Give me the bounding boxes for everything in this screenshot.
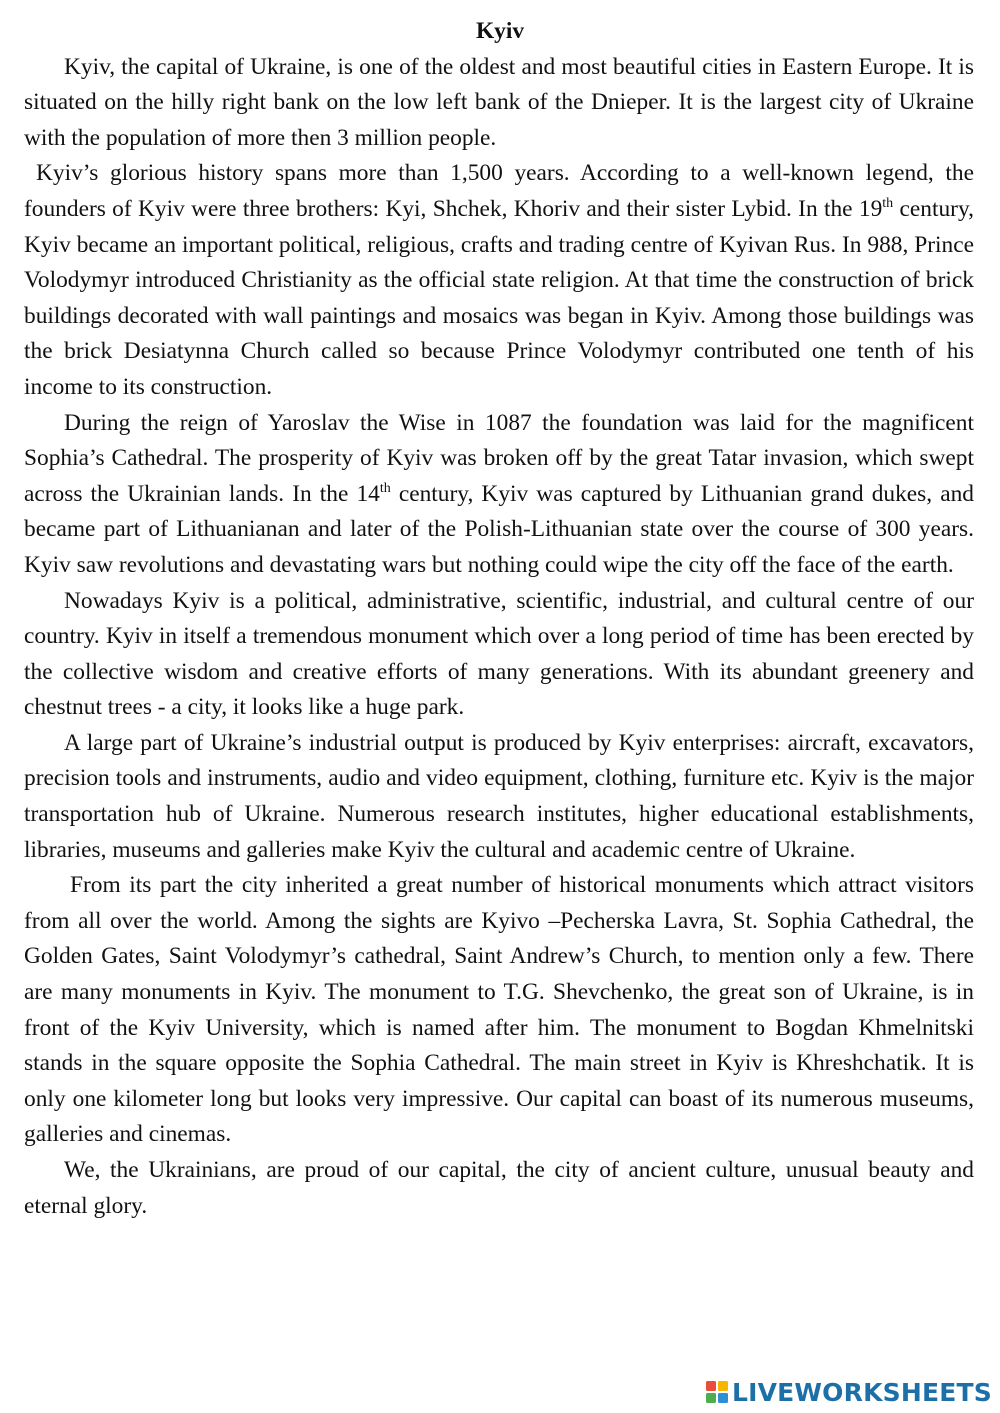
paragraph-yaroslav-text-1: During the reign of Yaroslav the Wise in 1087 the foundation was laid for the magnificent Sophia’s Cathedral. The prosperity of Kyiv was broken off by the great Tatar invasion, which swept across the Ukrainian lands. In the 14 xyxy=(24,409,974,507)
document-page xyxy=(24,14,974,1224)
paragraph-history-text-1: Kyiv’s glorious history spans more than 1,500 years. According to a well-known legend, the founders of Kyiv were three brothers: Kyi, Shchek, Khoriv and their sister Lybid. In the 19 xyxy=(24,160,974,222)
paragraph-history xyxy=(24,156,974,405)
paragraph-history-text-2: century, Kyiv became an important political, religious, crafts and trading centre of Kyivan Rus. In 988, Prince Volodymyr introduced Christianity as the official state religion. At that time the construction of brick buildings decorated with wall paintings and mosaics was began in Kyiv. Among those buildings was the brick Desiatynna Church called so because Prince Volodymyr contributed one tenth of his income to its construction. xyxy=(24,195,974,400)
paragraph-conclusion: We, the Ukrainians, are proud of our capital, the city of ancient culture, unusual beauty and eternal glory. xyxy=(24,1157,974,1219)
paragraph-yaroslav xyxy=(24,406,974,584)
paragraph-intro: Kyiv, the capital of Ukraine, is one of the oldest and most beautiful cities in Eastern Europe. It is situated on the hilly right bank on the low left bank of the Dnieper. It is the largest city of Ukraine with the population of more then 3 million people. xyxy=(24,53,974,151)
paragraph-industry: A large part of Ukraine’s industrial output is produced by Kyiv enterprises: aircraft, excavators, precision tools and instruments, audio and video equipment, clothing, furniture etc. Kyiv is the major transportation hub of Ukraine. Numerous research institutes, higher educational establishments, libraries, museums and galleries make Kyiv the cultural and academic centre of Ukraine. xyxy=(24,729,974,863)
paragraph-monuments: From its part the city inherited a great number of historical monuments which attract visitors from all over the world. Among the sights are Kyivo –Pecherska Lavra, St. Sophia Cathedral, the Golden Gates, Saint Volodymyr’s cathedral, Saint Andrew’s Church, to mention only a few. There are many monuments in Kyiv. The monument to T.G. Shevchenko, the great son of Ukraine, is in front of the Kyiv University, which is named after him. The monument to Bogdan Khmelnitski stands in the square opposite the Sophia Cathedral. The main street in Kyiv is Khreshchatik. It is only one kilometer long but looks very impressive. Our capital can boast of its numerous museums, galleries and cinemas. xyxy=(24,872,974,1148)
paragraph-yaroslav-text-2: century, Kyiv was captured by Lithuanian grand dukes, and became part of Lithuanianan and later of the Polish-Lithuanian state over the course of 300 years. Kyiv saw revolutions and devastating wars but nothing could wipe the city off the face of the earth. xyxy=(24,480,974,578)
liveworksheets-brand: LIVEWORKSHEETS xyxy=(731,1377,992,1407)
liveworksheets-footer xyxy=(705,1377,992,1407)
document-title: Kyiv xyxy=(475,18,525,44)
paragraph-nowadays: Nowadays Kyiv is a political, administrative, scientific, industrial, and cultural centre of our country. Kyiv in itself a tremendous monument which over a long period of time has been erected by the collective wisdom and creative efforts of many generations. With its abundant greenery and chestnut trees - a city, it looks like a huge park. xyxy=(24,587,974,721)
ordinal-suffix: th xyxy=(379,480,391,496)
liveworksheets-logo-icon xyxy=(705,1380,729,1404)
ordinal-suffix: th xyxy=(882,195,894,211)
